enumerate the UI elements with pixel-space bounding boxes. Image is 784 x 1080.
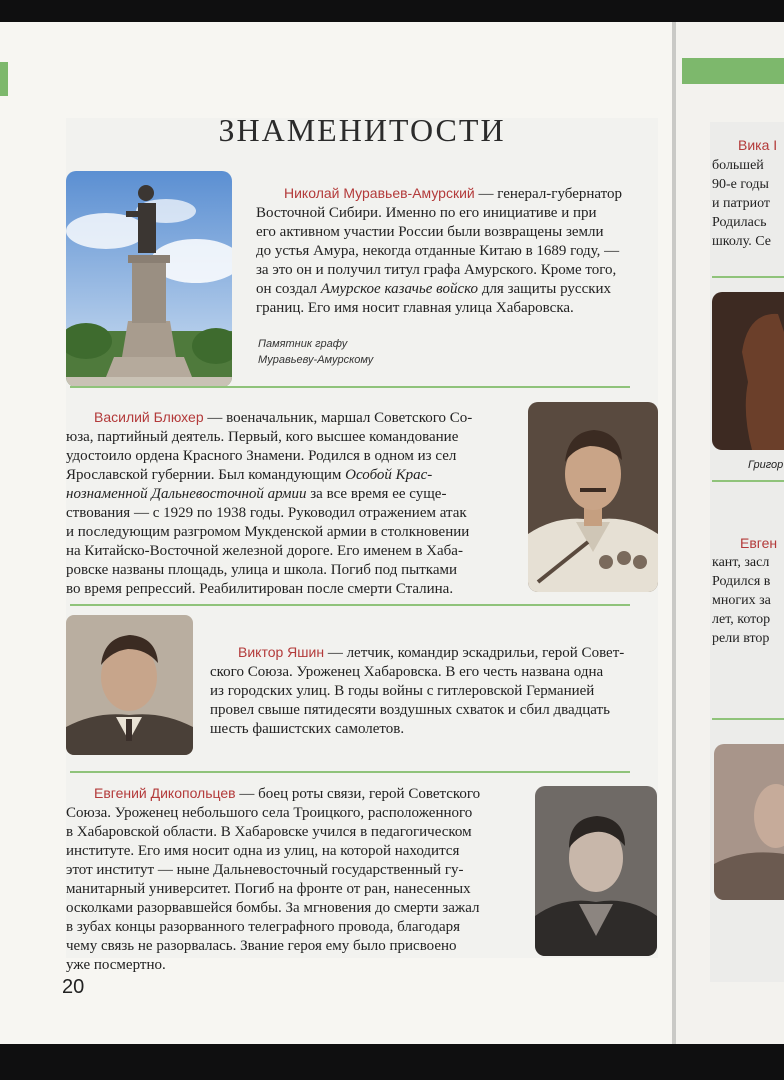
bio-name: Виктор Яшин: [238, 644, 325, 660]
right-line: кант, засл: [712, 555, 770, 570]
bio-name: Василий Блюхер: [94, 409, 204, 425]
yashin-photo: [66, 615, 193, 755]
bio-line: уже посмертно.: [66, 957, 166, 973]
bio-line: [66, 784, 518, 804]
bio-yashin: [210, 643, 658, 739]
bio-blyukher: [66, 408, 512, 599]
monument-image: [66, 171, 232, 387]
separator: [70, 604, 630, 606]
bio-line: за это он и получил титул графа Амурского. Кроме того,: [256, 262, 617, 278]
right-line: 90-е годы: [712, 177, 769, 192]
right-line: лет, котор: [712, 612, 771, 627]
bio-text: Ярославской губернии. Был командующим: [66, 467, 346, 483]
bio-italic: Особой Крас-: [345, 467, 433, 483]
bio-text: — военачальник, маршал Советского Со-: [203, 410, 473, 426]
separator: [712, 276, 784, 278]
portrait-image: [712, 292, 784, 450]
separator: [70, 386, 630, 388]
bio-line: осколками разорвавшейся бомбы. За мгновения до смерти зажал: [66, 900, 480, 916]
bio-line: Союза. Уроженец небольшого села Троицкого, расположенного: [66, 805, 473, 821]
right-line: большей: [712, 158, 764, 173]
bio-dikopoltsev: [66, 784, 518, 975]
green-header-bar: [682, 58, 784, 84]
right-line: школу. Се: [712, 234, 771, 249]
separator: [712, 480, 784, 482]
page-number: 20: [62, 976, 85, 998]
bio-line: ствования — с 1929 по 1938 годы. Руководил отражением атак: [66, 505, 467, 521]
bio-line: ского Союза. Уроженец Хабаровска. В его честь названа одна: [210, 664, 604, 680]
bio-line: [66, 466, 512, 485]
bio-line: во время репрессий. Реабилитирован после смерти Сталина.: [66, 581, 454, 597]
bio-line: и последующим разгромом Мукденской армии в столкновении: [66, 524, 470, 540]
bio-line: границ. Его имя носит главная улица Хабаровска.: [256, 300, 574, 316]
bio-line: Восточной Сибири. Именно по его инициативе и при: [256, 205, 597, 221]
bio-line: из городских улиц. В годы войны с гитлеровской Германией: [210, 683, 595, 699]
bio-line: манитарный университет. Погиб на фронте от ран, нанесенных: [66, 881, 471, 897]
blyukher-photo: [528, 402, 658, 592]
bio-line: провел свыше пятидесяти воздушных схваток и сбил двадцать: [210, 702, 610, 718]
bio-line: до устья Амура, некогда отданные Китаю в 1689 году, —: [256, 243, 620, 259]
bio-name: Николай Муравьев-Амурский: [284, 185, 475, 201]
bio-line: юза, партийный деятель. Первый, кого высшее командование: [66, 429, 459, 445]
portrait-image: [528, 402, 658, 592]
bio-italic: нознаменной Дальневосточной армии: [66, 486, 307, 502]
caption-line: Муравьеву-Амурскому: [258, 354, 374, 366]
bio-line: чему связь не разорвалась. Звание героя ему было присвоено: [66, 938, 457, 954]
green-tab: [0, 62, 8, 96]
right-line: Родилась: [712, 215, 767, 230]
right-line: и патриот: [712, 196, 771, 211]
bio-line: ровске названы площадь, улица и школа. Погиб под пытками: [66, 562, 458, 578]
bio-text: для защиты русских: [478, 281, 612, 297]
right-bio-name: Евген: [740, 535, 778, 551]
bio-line: [66, 485, 512, 504]
page-title: ЗНАМЕНИТОСТИ: [218, 112, 506, 148]
bio-line: [256, 184, 660, 204]
bio-line: [66, 408, 512, 428]
bio-line: шесть фашистских самолетов.: [210, 721, 405, 737]
monument-photo: [66, 171, 232, 387]
right-photo-1: [712, 292, 784, 450]
right-line: Родился в: [712, 574, 771, 589]
photo-caption: [258, 336, 373, 368]
dikopoltsev-photo: [535, 786, 657, 956]
separator: [70, 771, 630, 773]
bio-text: он создал: [256, 281, 321, 297]
right-line: многих за: [712, 593, 771, 608]
caption-line: Памятник графу: [258, 338, 348, 350]
bio-line: [256, 280, 660, 299]
bio-text: — боец роты связи, герой Советского: [235, 786, 481, 802]
bio-text: за все время ее суще-: [310, 486, 447, 502]
bio-line: его активном участии России были возвращены земли: [256, 224, 604, 240]
right-bio-name: Вика I: [738, 137, 778, 153]
bio-line: удостоило ордена Красного Знамени. Родился в одном из сел: [66, 448, 457, 464]
separator: [712, 718, 784, 720]
bio-line: [210, 643, 658, 663]
portrait-image: [714, 744, 784, 900]
bio-line: на Китайско-Восточной железной дороге. Его именем в Хаба-: [66, 543, 463, 559]
portrait-image: [66, 615, 193, 755]
bio-text: — генерал-губернатор: [474, 186, 623, 202]
right-photo-2: [714, 744, 784, 900]
bio-line: в Хабаровской области. В Хабаровске учился в педагогическом: [66, 824, 472, 840]
bio-text: — летчик, командир эскадрильи, герой Совет-: [324, 645, 625, 661]
right-caption: Григор: [748, 459, 784, 471]
right-line: рели втор: [712, 631, 770, 646]
bio-italic: Амурское казачье войско: [320, 281, 479, 297]
bio-line: институте. Его имя носит одна из улиц, на которой находится: [66, 843, 460, 859]
bio-line: этот институт — ныне Дальневосточный государственный гу-: [66, 862, 464, 878]
bio-name: Евгений Дикопольцев: [94, 785, 236, 801]
bio-line: в зубах концы разорванного телеграфного провода, благодаря: [66, 919, 461, 935]
portrait-image: [535, 786, 657, 956]
bio-muravyov: [256, 184, 660, 318]
